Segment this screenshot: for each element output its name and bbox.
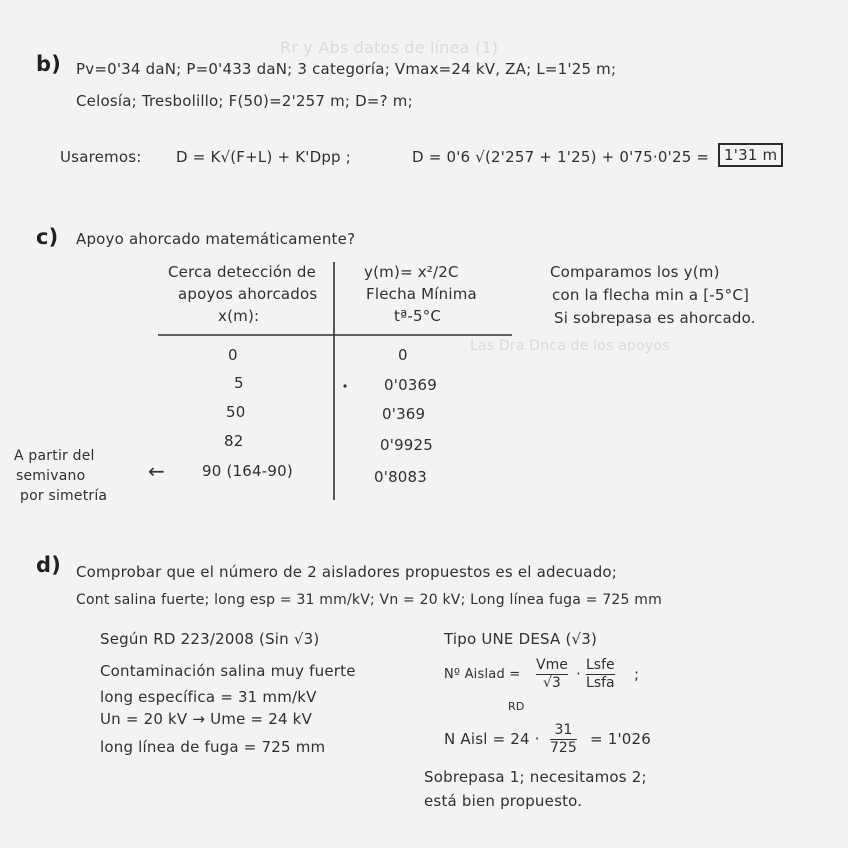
fraction-denominator: √3 — [543, 675, 561, 691]
n-aisl2-result: = 1'026 — [590, 730, 652, 748]
section-d-letter: d) — [36, 553, 62, 577]
conclusion-line2: está bien propuesto. — [424, 792, 583, 810]
section-c-letter: c) — [36, 225, 59, 249]
table-row-x: 0 — [228, 346, 238, 364]
result-box: 1'31 m — [718, 143, 783, 167]
section-b-line2: Celosía; Tresbolillo; F(50)=2'257 m; D=? m; — [76, 92, 413, 110]
side-note-line2: semivano — [16, 468, 86, 484]
note-line3: Si sobrepasa es ahorcado. — [554, 309, 756, 327]
table-row-x: 50 — [226, 403, 246, 421]
fraction-numerator: 31 — [554, 722, 573, 738]
n-aisl2-label: N Aisl = 24 · — [444, 730, 540, 748]
left-list-item: long línea de fuga = 725 mm — [100, 738, 326, 756]
side-note-line3: por simetría — [20, 488, 108, 504]
tipo-label: Tipo UNE DESA (√3) — [444, 630, 598, 648]
note-line1: Comparamos los y(m) — [550, 263, 720, 281]
fraction-denominator: 725 — [550, 740, 577, 756]
left-arrow-icon: ← — [148, 459, 165, 483]
usaremos-label: Usaremos: — [60, 148, 142, 166]
formula-d: D = K√(F+L) + K'Dpp ; — [176, 148, 351, 166]
bleed-through-text: Las Dra Dnca de los apoyos — [470, 338, 670, 354]
fraction-denominator: Lsfa — [586, 675, 615, 691]
note-line2: con la flecha min a [-5°C] — [552, 286, 750, 304]
table-row-y: 0'8083 — [374, 468, 428, 486]
section-c-title: Apoyo ahorcado matemáticamente? — [76, 230, 356, 248]
table-row-y: 0'369 — [382, 405, 426, 423]
col1-header-line3: x(m): — [218, 307, 260, 325]
table-row-x: 5 — [234, 374, 244, 392]
side-note-line1: A partir del — [14, 448, 95, 464]
section-d-line2: Cont salina fuerte; long esp = 31 mm/kV; Vn = 20 kV; Long línea fuga = 725 mm — [76, 592, 662, 608]
col2-header-line2: Flecha Mínima — [366, 285, 477, 303]
table-row-y: 0'0369 — [384, 376, 438, 394]
left-list-item: Contaminación salina muy fuerte — [100, 662, 356, 680]
table-row-y: 0 — [398, 346, 408, 364]
bleed-through-text: Rr y Abs datos de línea (1) — [280, 38, 499, 57]
conclusion-line1: Sobrepasa 1; necesitamos 2; — [424, 768, 647, 786]
section-b-line1: Pv=0'34 daN; P=0'433 daN; 3 categoría; Vmax=24 kV, ZA; L=1'25 m; — [76, 60, 617, 78]
left-list-item: Un = 20 kV → Ume = 24 kV — [100, 710, 313, 728]
table-row-x: 82 — [224, 432, 244, 450]
left-list-item: Según RD 223/2008 (Sin √3) — [100, 630, 320, 648]
section-d-line1: Comprobar que el número de 2 aisladores propuestos es el adecuado; — [76, 563, 618, 581]
left-list-item: long específica = 31 mm/kV — [100, 688, 317, 706]
pen-dot — [343, 384, 346, 387]
fraction-numerator: Lsfe — [586, 657, 615, 673]
col2-header-line1: y(m)= x²/2C — [364, 263, 459, 281]
col1-header-line1: Cerca detección de — [168, 263, 317, 281]
fraction-vme — [536, 657, 568, 692]
fraction-numerator: Vme — [536, 657, 568, 673]
fraction-lsf — [586, 657, 615, 692]
fraction-31-725 — [550, 722, 577, 757]
col1-header-line2: apoyos ahorcados — [178, 285, 318, 303]
table-row-x: 90 (164-90) — [202, 462, 293, 480]
section-b-letter: b) — [36, 52, 62, 76]
n-aislad-label: Nº Aislad = — [444, 667, 521, 682]
calc-d: D = 0'6 √(2'257 + 1'25) + 0'75·0'25 = — [412, 148, 710, 166]
col2-header-line3: tª-5°C — [394, 307, 442, 325]
table-row-y: 0'9925 — [380, 436, 434, 454]
rd-label: RD — [508, 700, 525, 713]
